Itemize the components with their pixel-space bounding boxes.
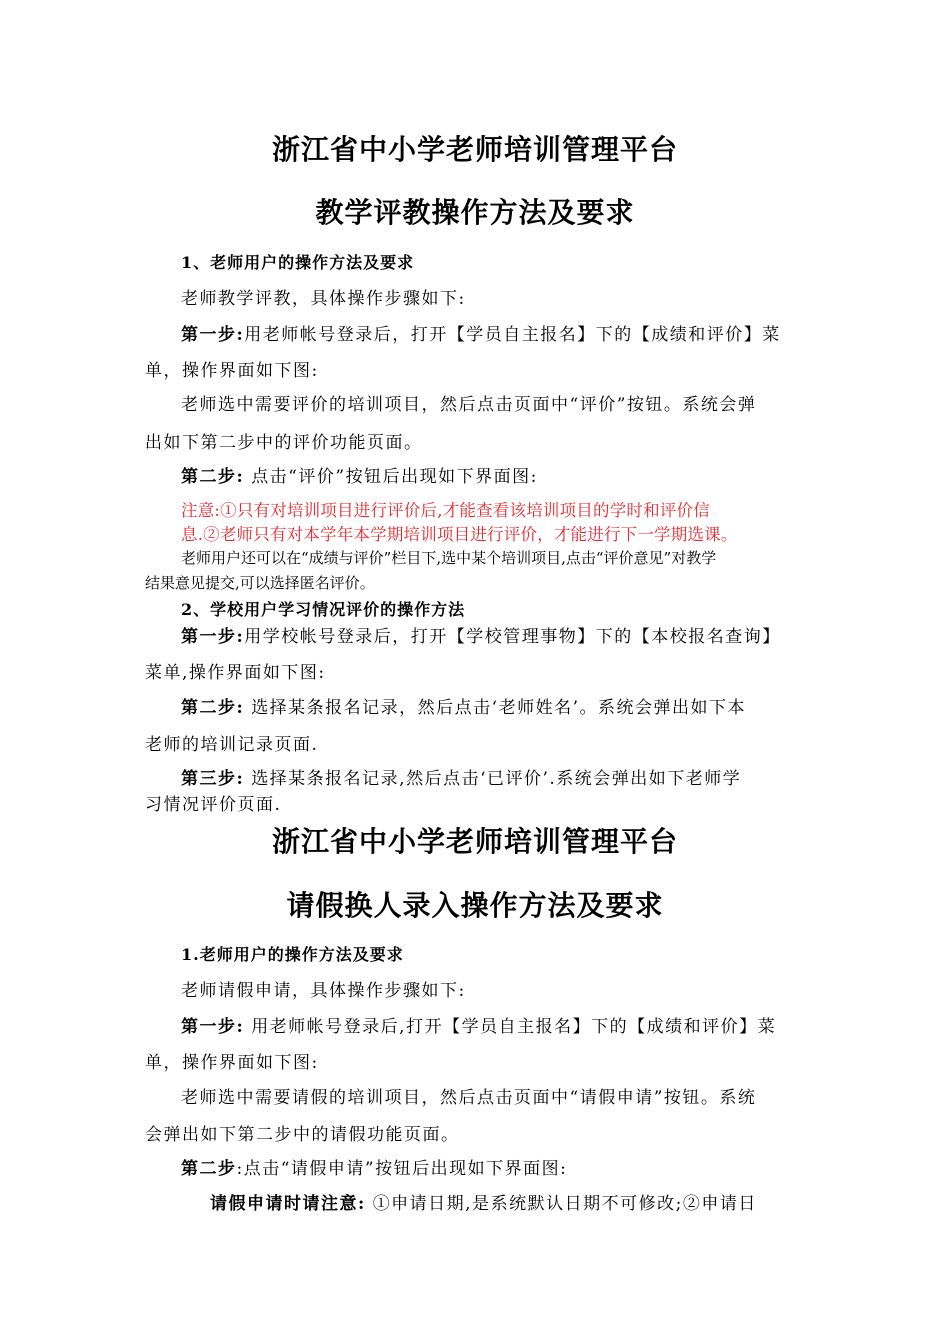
- step-paragraph: [181, 1012, 776, 1037]
- paragraph: 结果意见提交,可以选择匿名评价。: [145, 574, 375, 592]
- step-paragraph: [181, 462, 538, 487]
- doc-title: 浙江省中小学老师培训管理平台: [271, 825, 678, 858]
- notice-paragraph: [210, 1189, 757, 1214]
- warning-note: 息.②老师只有对本学年本学期培训项目进行评价，才能进行下一学期选课。: [181, 525, 738, 544]
- notice-text: ①申请日期,是系统默认日期不可修改;②申请日: [372, 1194, 757, 1214]
- step-paragraph: [181, 320, 781, 345]
- doc-subtitle: 请假换人录入操作方法及要求: [286, 889, 664, 922]
- step-text: 点击“评价”按钮后出现如下界面图:: [251, 467, 538, 487]
- step-text: 选择某条报名记录，然后点击‘老师姓名’。系统会弹出如下本: [251, 698, 746, 718]
- step-label: 第二步: [181, 1159, 237, 1179]
- step-text: 用老师帐号登录后,打开【学员自主报名】下的【成绩和评价】菜: [251, 1017, 777, 1037]
- warning-note: 注意:①只有对培训项目进行评价后,才能查看该培训项目的学时和评价信: [181, 501, 710, 520]
- step-label: 第二步:: [181, 698, 245, 718]
- step-label: 第二步:: [181, 467, 245, 487]
- paragraph: 老师用户还可以在“成绩与评价”栏目下,选中某个培训项目,点击“评价意见”对教学: [181, 549, 717, 567]
- step-paragraph: [181, 764, 741, 789]
- step-paragraph: [181, 693, 746, 718]
- section-heading: 1.老师用户的操作方法及要求: [181, 945, 404, 964]
- paragraph: 习情况评价页面.: [145, 795, 282, 815]
- step-paragraph: [181, 1154, 567, 1179]
- step-text: 选择某条报名记录,然后点击‘已评价’.系统会弹出如下老师学: [251, 769, 742, 789]
- paragraph: 菜单,操作界面如下图:: [145, 663, 326, 683]
- section-heading: 1、老师用户的操作方法及要求: [181, 253, 415, 272]
- paragraph: 单，操作界面如下图:: [145, 361, 319, 381]
- section-heading: 2、学校用户学习情况评价的操作方法: [181, 600, 466, 619]
- step-label: 第三步:: [181, 769, 245, 789]
- paragraph: 老师请假申请，具体操作步骤如下:: [181, 981, 466, 1001]
- paragraph: 单，操作界面如下图:: [145, 1053, 319, 1073]
- paragraph: 老师选中需要请假的培训项目，然后点击页面中“请假申请”按钮。系统: [181, 1088, 757, 1108]
- step-label: 第一步:: [181, 1017, 245, 1037]
- step-text: 用老师帐号登录后，打开【学员自主报名】下的【成绩和评价】菜: [244, 325, 781, 345]
- step-label: 第一步:: [181, 627, 245, 647]
- paragraph: 会弹出如下第二步中的请假功能页面。: [145, 1125, 460, 1145]
- step-paragraph: [181, 622, 781, 647]
- paragraph: 老师选中需要评价的培训项目，然后点击页面中“评价”按钮。系统会弹: [181, 395, 757, 415]
- notice-label: 请假申请时请注意:: [210, 1194, 366, 1214]
- step-label: 第一步:: [181, 325, 245, 345]
- paragraph: 老师的培训记录页面.: [145, 735, 319, 755]
- doc-subtitle: 教学评教操作方法及要求: [315, 196, 635, 229]
- doc-title: 浙江省中小学老师培训管理平台: [271, 133, 678, 166]
- paragraph: 老师教学评教，具体操作步骤如下:: [181, 289, 466, 309]
- paragraph: 出如下第二步中的评价功能页面。: [145, 433, 423, 453]
- step-text: :点击“请假申请”按钮后出现如下界面图:: [236, 1159, 568, 1179]
- step-text: 用学校帐号登录后，打开【学校管理事物】下的【本校报名查询】: [244, 627, 781, 647]
